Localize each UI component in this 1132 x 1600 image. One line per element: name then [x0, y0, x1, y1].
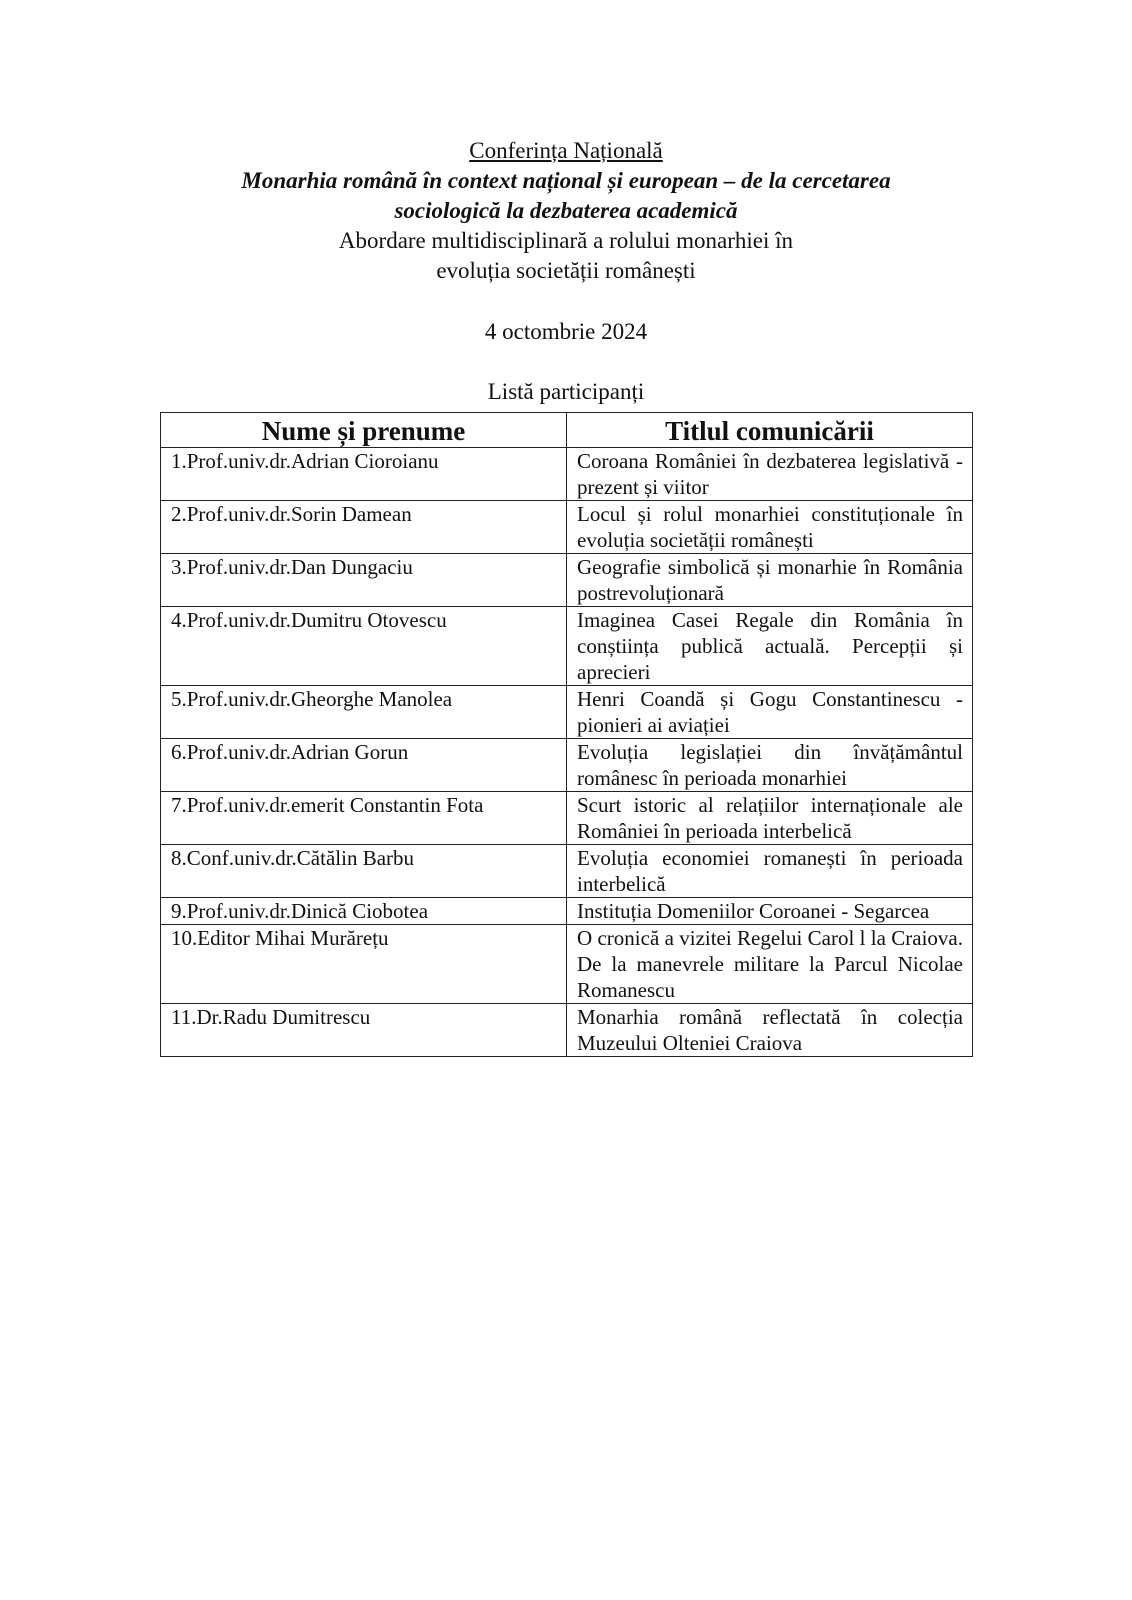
presentation-title: Coroana României în dezbaterea legislativă - prezent și viitor [567, 448, 973, 501]
participant-name: 2.Prof.univ.dr.Sorin Damean [161, 501, 567, 554]
participant-name: 1.Prof.univ.dr.Adrian Cioroianu [161, 448, 567, 501]
table-row [161, 607, 973, 686]
presentation-title: Monarhia română reflectată în colecția Muzeului Olteniei Craiova [567, 1004, 973, 1057]
participant-name: 7.Prof.univ.dr.emerit Constantin Fota [161, 792, 567, 845]
conference-title-line-2: sociologică la dezbaterea academică [394, 198, 738, 223]
presentation-title: Evoluția legislației din învățământul românesc în perioada monarhiei [567, 739, 973, 792]
participant-name: 11.Dr.Radu Dumitrescu [161, 1004, 567, 1057]
document-header [0, 136, 1132, 407]
participant-name: 8.Conf.univ.dr.Cătălin Barbu [161, 845, 567, 898]
table-row [161, 845, 973, 898]
presentation-title: O cronică a vizitei Regelui Carol l la Craiova. De la manevrele militare la Parcul Nicolae Romanescu [567, 925, 973, 1004]
presentation-title: Scurt istoric al relațiilor internaționale ale României în perioada interbelică [567, 792, 973, 845]
conference-title-line-1: Monarhia română în context național și european – de la cercetarea [241, 168, 891, 193]
table-row [161, 739, 973, 792]
table-row [161, 898, 973, 925]
participant-name: 5.Prof.univ.dr.Gheorghe Manolea [161, 686, 567, 739]
table-row [161, 1004, 973, 1057]
participants-list-title: Listă participanți [487, 379, 645, 404]
participant-name: 9.Prof.univ.dr.Dinică Ciobotea [161, 898, 567, 925]
table-row [161, 501, 973, 554]
table-header-row [161, 413, 973, 448]
presentation-title: Imaginea Casei Regale din România în conștiința publică actuală. Percepții și aprecieri [567, 607, 973, 686]
presentation-title: Locul și rolul monarhiei constituționale în evoluția societății românești [567, 501, 973, 554]
conference-subtitle-line-2: evoluția societății românești [436, 258, 696, 283]
participant-name: 6.Prof.univ.dr.Adrian Gorun [161, 739, 567, 792]
participants-table [160, 412, 973, 1057]
conference-date: 4 octombrie 2024 [484, 319, 648, 344]
conference-name: Conferința Națională [469, 138, 663, 163]
presentation-title: Evoluția economiei romanești în perioada interbelică [567, 845, 973, 898]
column-header-name: Nume și prenume [161, 413, 567, 448]
participant-name: 4.Prof.univ.dr.Dumitru Otovescu [161, 607, 567, 686]
table-row [161, 925, 973, 1004]
presentation-title: Geografie simbolică și monarhie în România postrevoluționară [567, 554, 973, 607]
presentation-title: Henri Coandă și Gogu Constantinescu - pionieri ai aviației [567, 686, 973, 739]
column-header-topic: Titlul comunicării [567, 413, 973, 448]
table-row [161, 554, 973, 607]
table-row [161, 792, 973, 845]
participant-name: 3.Prof.univ.dr.Dan Dungaciu [161, 554, 567, 607]
participant-name: 10.Editor Mihai Murărețu [161, 925, 567, 1004]
conference-subtitle-line-1: Abordare multidisciplinară a rolului monarhiei în [338, 228, 794, 253]
presentation-title: Instituția Domeniilor Coroanei - Segarcea [567, 898, 973, 925]
table-row [161, 686, 973, 739]
table-row [161, 448, 973, 501]
